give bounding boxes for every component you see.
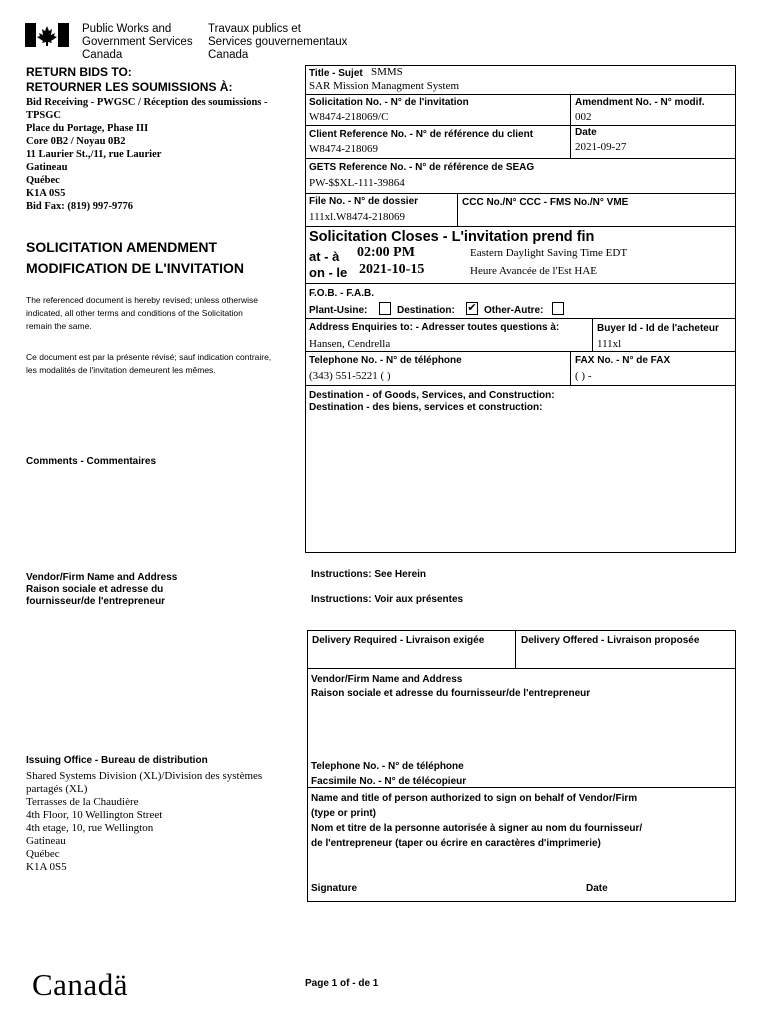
delivery-required-label: Delivery Required - Livraison exigée: [312, 635, 485, 646]
amendment-no-value: 002: [575, 111, 592, 123]
closing-date: 2021-10-15: [359, 262, 425, 277]
destination-goods-label: Destination - of Goods, Services, and Construction: Destination - des biens, services et construction:: [309, 390, 555, 413]
timezone-en: Eastern Daylight Saving Time EDT: [470, 247, 628, 259]
date-label: Date: [575, 127, 597, 138]
gets-ref-value: PW-$$XL-111-39864: [309, 177, 405, 189]
rule: [305, 318, 736, 319]
other-label: Other-Autre:: [484, 305, 544, 316]
rule: [305, 283, 736, 284]
client-ref-value: W8474-218069: [309, 143, 379, 155]
amendment-no-label: Amendment No. - N° modif.: [575, 97, 705, 108]
closes-title: Solicitation Closes - L'invitation prend fin: [309, 229, 595, 245]
fax-value: ( ) -: [575, 370, 592, 382]
title-value-line2: SAR Mission Managment System: [309, 80, 460, 92]
amendment-title: SOLICITATION AMENDMENT MODIFICATION DE L'INVITATION: [26, 239, 244, 276]
plant-label: Plant-Usine:: [309, 305, 368, 316]
canada-wordmark: Canadä: [32, 967, 128, 1002]
signature-date-label: Date: [586, 883, 608, 894]
destination-checkbox[interactable]: ✔: [467, 302, 477, 314]
page-number: Page 1 of - de 1: [305, 978, 379, 989]
issuing-office-address: Shared Systems Division (XL)/Division des systèmes partagés (XL) Terrasses de la Chaudière 4th Floor, 10 Wellington Street 4th etage, 10, rue Wellington Gatineau Québec K1A 0S5: [26, 770, 263, 873]
vendor-left-label: Vendor/Firm Name and Address Raison sociale et adresse du fournisseur/de l'entrepreneur: [26, 572, 178, 607]
vendor-contact-label: Telephone No. - N° de téléphone Facsimile No. - N° de télécopieur: [311, 761, 467, 787]
buyer-id-label: Buyer Id - Id de l'acheteur: [597, 323, 719, 334]
enquiries-label: Address Enquiries to: - Adresser toutes questions à:: [309, 322, 560, 333]
title-label: Title - Sujet: [309, 68, 363, 79]
rule: [307, 668, 736, 669]
file-no-label: File No. - N° de dossier: [309, 196, 419, 207]
delivery-offered-label: Delivery Offered - Livraison proposée: [521, 635, 700, 646]
canada-flag-logo: [25, 23, 69, 47]
file-no-value: 111xl.W8474-218069: [309, 211, 406, 223]
department-name-fr: Travaux publics et Services gouvernementaux Canada: [208, 23, 348, 61]
phone-label: Telephone No. - N° de téléphone: [309, 355, 462, 366]
rule: [305, 351, 736, 352]
authorized-person-label: Name and title of person authorized to sign on behalf of Vendor/Firm (type or print) Nom et titre de la personne autorisée à signer au nom du fournisseur/ de l'entrepreneur (taper ou écrire en caractères d'imprimerie): [311, 793, 643, 849]
department-name-en: Public Works and Government Services Canada: [82, 23, 193, 61]
timezone-fr: Heure Avancée de l'Est HAE: [470, 265, 598, 277]
plant-checkbox[interactable]: [379, 302, 391, 315]
rule: [305, 125, 736, 126]
return-bids-title: RETURN BIDS TO: RETOURNER LES SOUMISSIONS À:: [26, 65, 233, 94]
amendment-note-fr: Ce document est par la présente révisé; sauf indication contraire, les modalités de l'invitation demeurent les mêmes.: [26, 352, 272, 375]
gets-ref-label: GETS Reference No. - N° de référence de SEAG: [309, 162, 535, 173]
on-label: on - le: [309, 265, 348, 280]
vendor-name-label: Vendor/Firm Name and Address Raison sociale et adresse du fournisseur/de l'entrepreneur: [311, 674, 591, 699]
solicitation-no-value: W8474-218069/C: [309, 111, 389, 123]
rule: [457, 193, 458, 226]
date-value: 2021-09-27: [575, 141, 627, 153]
issuing-office-label: Issuing Office - Bureau de distribution: [26, 755, 208, 766]
rule: [305, 158, 736, 159]
fax-label: FAX No. - N° de FAX: [575, 355, 671, 366]
instructions-en: Instructions: See Herein: [311, 569, 427, 580]
at-label: at - à: [309, 249, 340, 264]
signature-label: Signature: [311, 883, 358, 894]
fob-label: F.O.B. - F.A.B.: [309, 288, 374, 299]
instructions-fr: Instructions: Voir aux présentes: [311, 594, 464, 605]
rule: [592, 318, 593, 351]
rule: [305, 94, 736, 95]
rule: [570, 94, 571, 158]
rule: [305, 385, 736, 386]
ccc-no-label: CCC No./N° CCC - FMS No./N° VME: [462, 197, 629, 208]
other-checkbox[interactable]: [552, 302, 564, 315]
solicitation-no-label: Solicitation No. - N° de l'invitation: [309, 97, 469, 108]
comments-label: Comments - Commentaires: [26, 456, 157, 467]
rule: [570, 351, 571, 385]
buyer-id-value: 111xl: [597, 338, 622, 350]
rule: [305, 226, 736, 227]
enquiries-value: Hansen, Cendrella: [309, 338, 391, 350]
client-ref-label: Client Reference No. - N° de référence du client: [309, 129, 534, 140]
destination-label: Destination:: [397, 305, 455, 316]
return-bids-address: Bid Receiving - PWGSC / Réception des soumissions - TPSGC Place du Portage, Phase III Core 0B2 / Noyau 0B2 11 Laurier St.,/11, rue Laurier Gatineau Québec K1A 0S5 Bid Fax: (819) 997-9776: [26, 97, 268, 212]
amendment-note-en: The referenced document is hereby revised; unless otherwise indicated, all other terms and conditions of the Solicitation remain the same.: [26, 295, 258, 331]
phone-value: (343) 551-5221 ( ): [309, 370, 391, 382]
rule: [515, 630, 516, 668]
title-value: SMMS: [371, 66, 403, 78]
rule: [305, 193, 736, 194]
closing-time: 02:00 PM: [357, 245, 415, 260]
